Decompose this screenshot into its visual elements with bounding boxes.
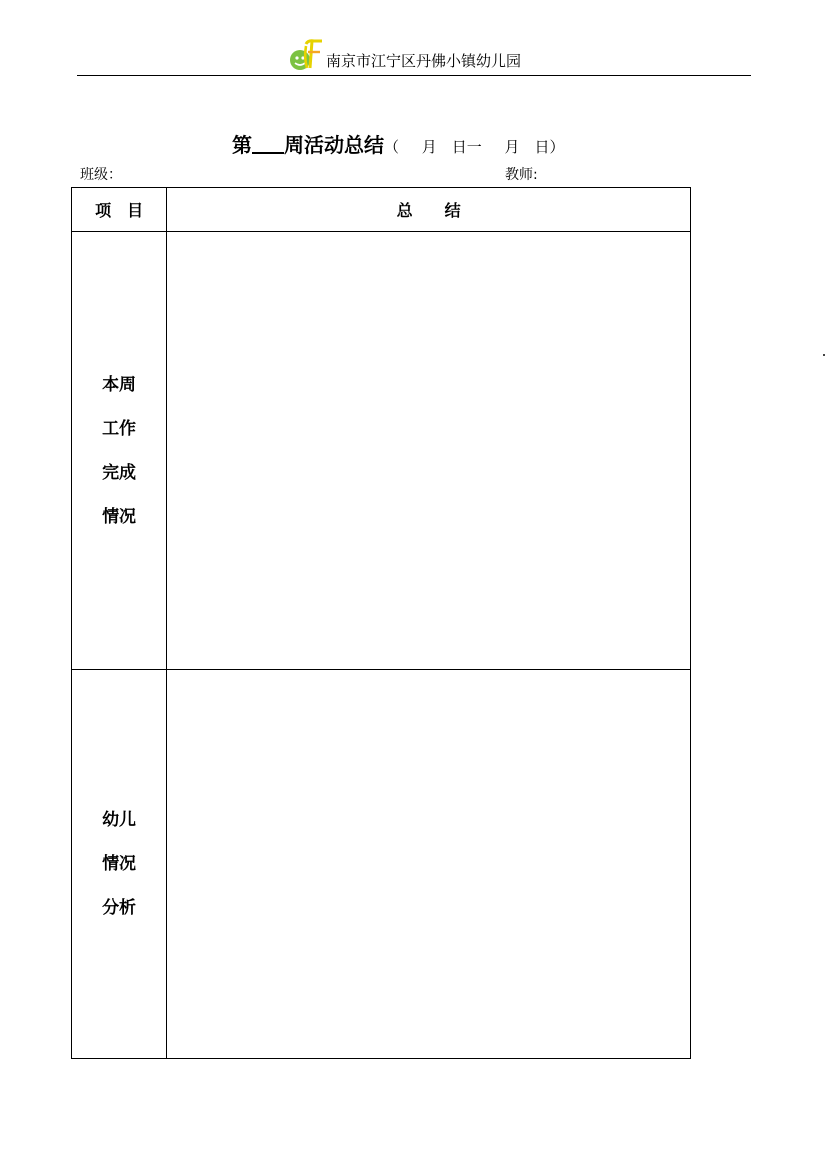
date-range: （ 月 日一 月 日） — [384, 138, 565, 156]
page-mark — [823, 354, 825, 356]
row-label-line: 本周 — [102, 374, 137, 395]
week-number-blank[interactable] — [252, 132, 284, 154]
header-divider — [77, 75, 751, 76]
row-label-line: 完成 — [102, 462, 137, 483]
table-row — [72, 670, 691, 1059]
weekly-summary-table — [71, 187, 691, 1059]
kindergarten-logo-icon — [286, 38, 324, 72]
summary-cell-work-completion[interactable] — [167, 232, 691, 670]
page-title — [232, 131, 565, 161]
title-suffix: 周活动总结 — [284, 133, 384, 157]
title-prefix: 第 — [232, 133, 252, 157]
table-header-row — [72, 188, 691, 232]
row-label-line: 情况 — [102, 854, 137, 874]
row-label-line: 工作 — [102, 418, 137, 439]
page-header — [0, 0, 827, 80]
summary-text-area[interactable] — [167, 232, 690, 669]
row-label-children-analysis — [72, 670, 167, 1059]
class-label: 班级： — [80, 167, 122, 183]
summary-text-area[interactable] — [167, 670, 690, 1058]
row-label-line: 分析 — [102, 898, 137, 918]
logo-graphic — [286, 38, 324, 72]
school-name: 南京市江宁区丹佛小镇幼儿园 — [326, 52, 522, 70]
table-row — [72, 232, 691, 670]
row-label-line: 幼儿 — [102, 810, 137, 830]
row-label-work-completion — [72, 232, 167, 670]
header-item: 项 目 — [72, 188, 167, 232]
header-summary: 总 结 — [167, 188, 691, 232]
summary-cell-children-analysis[interactable] — [167, 670, 691, 1059]
teacher-label: 教师: — [505, 167, 538, 183]
row-label-line: 情况 — [102, 506, 137, 527]
